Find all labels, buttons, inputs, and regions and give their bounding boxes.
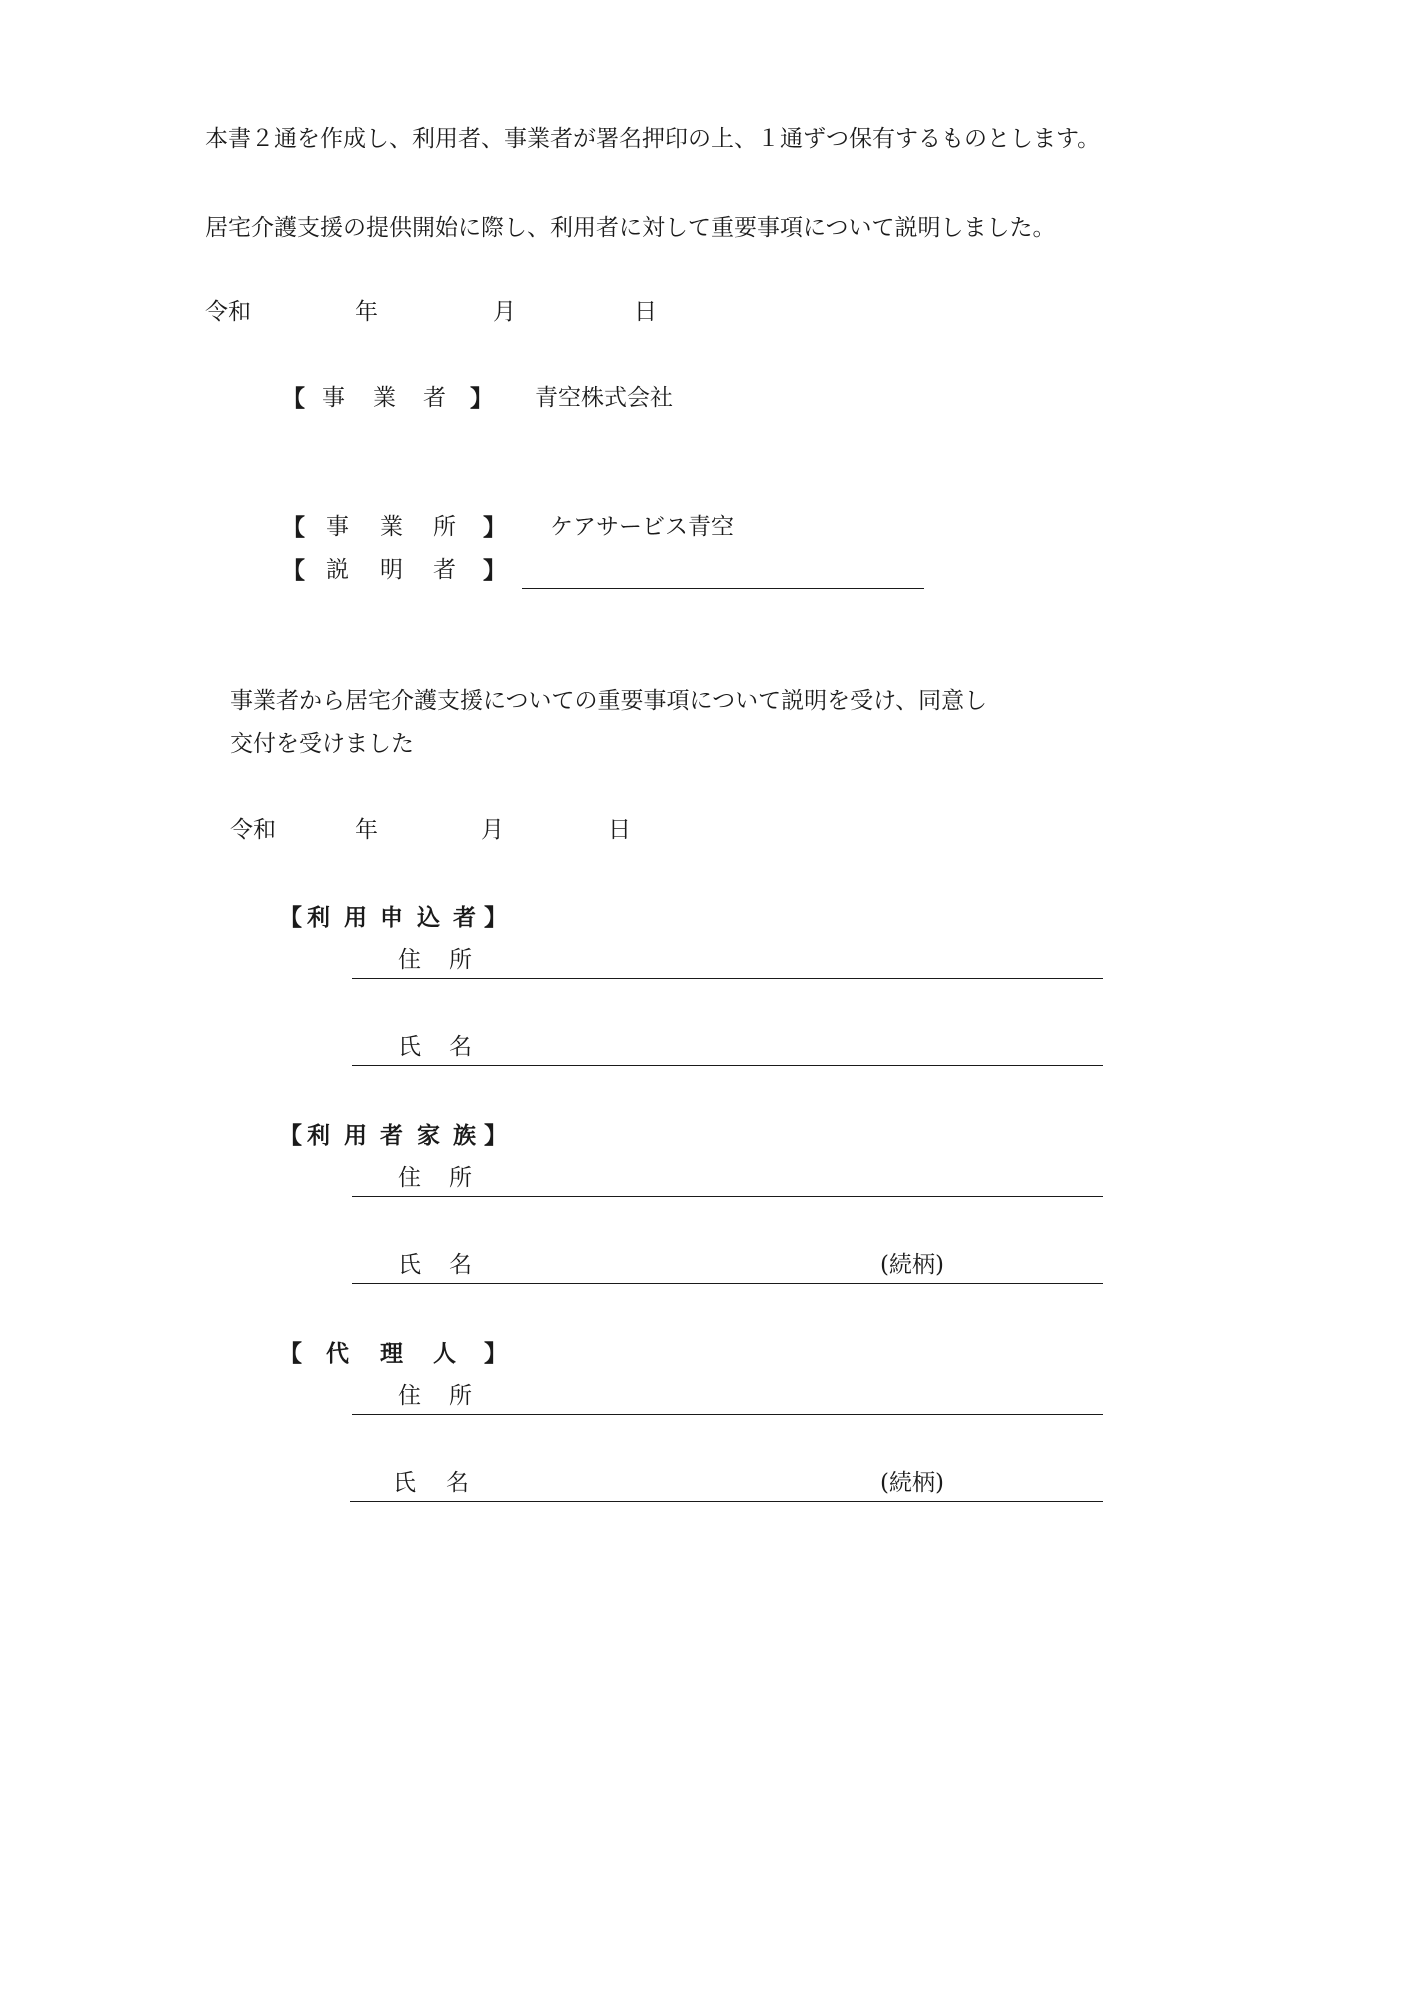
agent-heading-char-2: 理	[380, 1340, 403, 1367]
applicant-address-char-1: 住	[398, 947, 421, 973]
date1-year: 年	[355, 299, 378, 325]
explainer-label-char-1: 説	[326, 557, 349, 583]
date1-month: 月	[493, 299, 516, 325]
office-label-char-1: 事	[326, 514, 349, 540]
date2-era: 令和	[230, 817, 276, 843]
agent-name-char-1: 氏	[393, 1470, 416, 1496]
applicant-heading-char-4: 込	[417, 904, 440, 931]
agent-address-char-2: 所	[449, 1383, 472, 1409]
business-label-char-1: 事	[322, 385, 345, 411]
family-heading-char-1: 利	[307, 1122, 330, 1149]
consent-line-2: 交付を受けました	[230, 731, 414, 757]
agent-relation-label: (続柄)	[880, 1470, 944, 1496]
family-address-char-2: 所	[449, 1165, 472, 1191]
agent-heading-char-3: 人	[433, 1340, 456, 1367]
applicant-address-line[interactable]	[352, 978, 1103, 979]
consent-line-1: 事業者から居宅介護支援についての重要事項について説明を受け、同意し	[230, 688, 988, 714]
agent-address-line[interactable]	[352, 1414, 1103, 1415]
date2-month: 月	[481, 817, 504, 843]
agent-heading-char-1: 代	[326, 1340, 349, 1367]
applicant-heading-char-3: 申	[380, 904, 403, 931]
family-name-char-1: 氏	[398, 1252, 421, 1278]
business-label-char-3: 者	[423, 385, 446, 411]
business-label-char-2: 業	[373, 385, 396, 411]
applicant-heading-char-2: 用	[344, 904, 367, 931]
applicant-address-char-2: 所	[449, 947, 472, 973]
office-bracket-close: 】	[483, 514, 506, 541]
family-heading-char-2: 用	[344, 1122, 367, 1149]
family-address-char-1: 住	[398, 1165, 421, 1191]
date2-day: 日	[608, 817, 631, 843]
explainer-signature-line[interactable]	[522, 588, 924, 589]
date2-year: 年	[355, 817, 378, 843]
business-bracket-close: 】	[470, 385, 493, 412]
agent-heading-bracket-open: 【	[279, 1340, 302, 1367]
family-heading-bracket-open: 【	[279, 1122, 302, 1149]
office-label-char-3: 所	[433, 514, 456, 540]
agent-name-char-2: 名	[446, 1470, 469, 1496]
paragraph-copies: 本書２通を作成し、利用者、事業者が署名押印の上、１通ずつ保有するものとします。	[205, 126, 1101, 152]
applicant-heading-bracket-open: 【	[279, 904, 302, 931]
explainer-bracket-open: 【	[282, 557, 305, 584]
business-bracket-open: 【	[282, 385, 305, 412]
applicant-heading-bracket-close: 】	[484, 904, 507, 931]
applicant-name-char-1: 氏	[398, 1034, 421, 1060]
office-label-char-2: 業	[380, 514, 403, 540]
family-address-line[interactable]	[352, 1196, 1103, 1197]
explainer-label-char-3: 者	[433, 557, 456, 583]
family-heading-char-5: 族	[453, 1122, 476, 1149]
family-heading-bracket-close: 】	[484, 1122, 507, 1149]
agent-name-line[interactable]	[350, 1501, 1103, 1502]
date1-era: 令和	[205, 299, 251, 325]
business-name: 青空株式会社	[535, 385, 673, 411]
family-name-line[interactable]	[352, 1283, 1103, 1284]
date1-day: 日	[634, 299, 657, 325]
applicant-name-char-2: 名	[449, 1034, 472, 1060]
office-name: ケアサービス青空	[550, 514, 734, 540]
family-heading-char-3: 者	[380, 1122, 403, 1149]
family-name-char-2: 名	[449, 1252, 472, 1278]
office-bracket-open: 【	[282, 514, 305, 541]
agent-heading-bracket-close: 】	[484, 1340, 507, 1367]
applicant-heading-char-1: 利	[307, 904, 330, 931]
paragraph-explanation: 居宅介護支援の提供開始に際し、利用者に対して重要事項について説明しました。	[205, 215, 1056, 241]
explainer-label-char-2: 明	[380, 557, 403, 583]
applicant-heading-char-5: 者	[453, 904, 476, 931]
agent-address-char-1: 住	[398, 1383, 421, 1409]
applicant-name-line[interactable]	[352, 1065, 1103, 1066]
explainer-bracket-close: 】	[483, 557, 506, 584]
family-heading-char-4: 家	[417, 1122, 440, 1149]
family-relation-label: (続柄)	[880, 1252, 944, 1278]
